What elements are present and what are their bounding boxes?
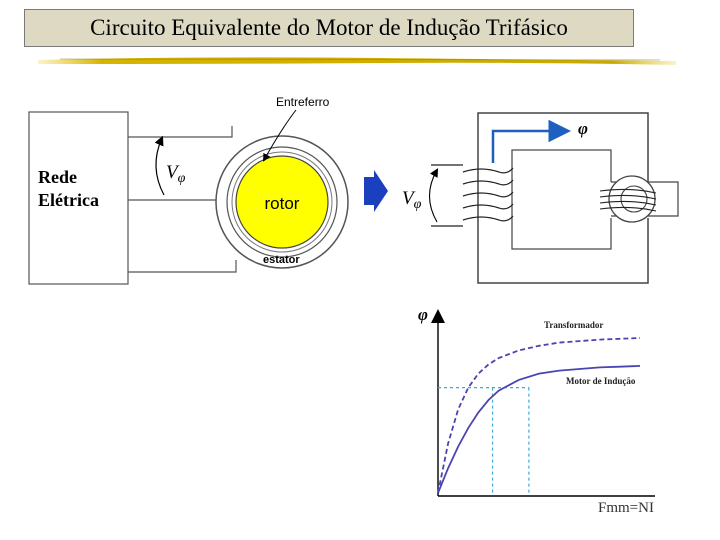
series-label-motor: Motor de Indução [566, 376, 636, 386]
voltage-subscript: φ [177, 171, 186, 186]
slide-title: Circuito Equivalente do Motor de Indução Trifásico [24, 9, 634, 47]
series-line-transformador [438, 338, 640, 493]
voltage-arrow [156, 138, 164, 195]
title-underline-brush [38, 57, 676, 65]
x-axis-label: Fmm=NI [598, 500, 654, 516]
mc-voltage-V: V [402, 188, 414, 209]
core-window [512, 150, 611, 249]
magnetic-circuit [402, 113, 678, 283]
flux-symbol: φ [578, 119, 588, 138]
reference-lines [438, 388, 529, 493]
airgap-label: Entreferro [276, 95, 330, 109]
network-label-line2: Elétrica [38, 190, 99, 210]
transform-arrow [364, 170, 388, 212]
series-layer [438, 338, 640, 493]
voltage-V: V [166, 162, 178, 183]
mc-voltage-arrow [430, 170, 438, 222]
y-axis-label: φ [418, 305, 428, 324]
rotor-label: rotor [264, 194, 300, 213]
stator-label: estator [263, 254, 300, 266]
mc-voltage-symbol [402, 188, 422, 212]
series-label-transformador: Transformador [544, 320, 604, 330]
voltage-symbol [166, 162, 186, 186]
mc-voltage-subscript: φ [413, 197, 422, 212]
network-label-line1: Rede [38, 167, 77, 187]
motor-diagram [29, 95, 348, 284]
magnetization-chart [418, 305, 655, 516]
